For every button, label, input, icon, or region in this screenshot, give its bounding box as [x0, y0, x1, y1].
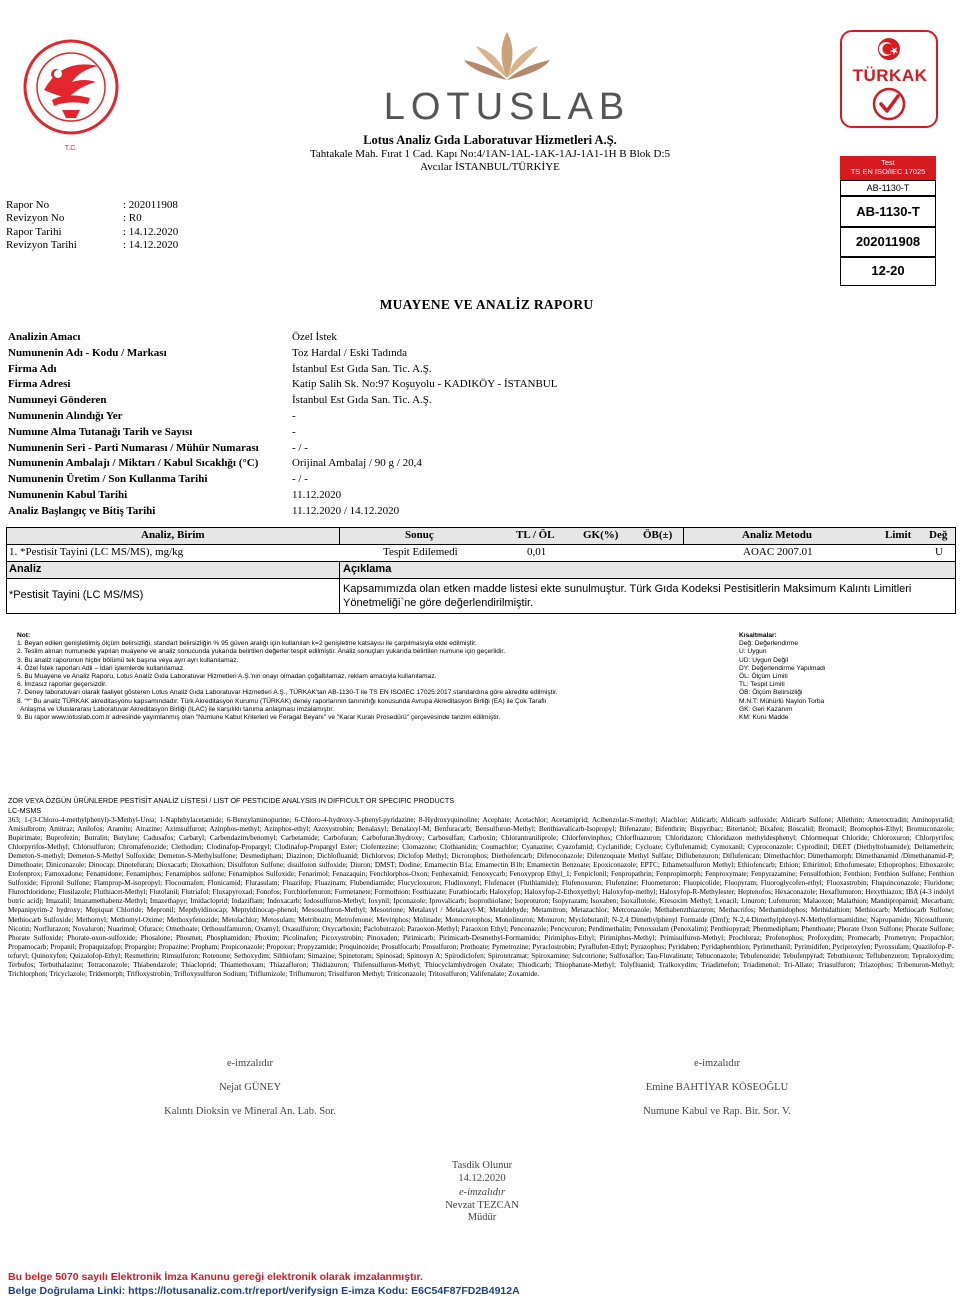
- approval-text: Tasdik Olunur: [451, 1160, 513, 1171]
- meta-value: : 14.12.2020: [123, 238, 179, 251]
- results-header: [7, 528, 955, 545]
- header-sonuc: Sonuç: [405, 529, 434, 541]
- abbreviation-item: DY: Değerlendirme Yapılmadı: [739, 664, 826, 672]
- meta-row: [6, 226, 178, 239]
- meta-label: Revizyon Tarihi: [6, 238, 77, 251]
- turkak-report-no: 202011908: [840, 226, 936, 258]
- field-value: İstanbul Est Gıda San. Tic. A.Ş.: [292, 394, 432, 407]
- cell-deg: U: [935, 546, 943, 558]
- field-value: Orijinal Ambalaj / 90 g / 20,4: [292, 457, 422, 470]
- report-title: MUAYENE VE ANALİZ RAPORU: [379, 297, 594, 312]
- field-label: Firma Adresi: [8, 378, 71, 391]
- turkak-logo-frame: [840, 30, 938, 128]
- turkak-standard: TS EN ISO/IEC 17025: [850, 167, 926, 176]
- field-label: Numunenin Seri - Parti Numarası / Mühür Numarası: [8, 441, 259, 454]
- signature-label: e-imzalıdır: [693, 1058, 741, 1069]
- field-label: Analiz Başlangıç ve Bitiş Tarihi: [8, 504, 156, 517]
- meta-value: : 14.12.2020: [123, 225, 179, 238]
- divider: [339, 562, 340, 578]
- approval-date: 14.12.2020: [458, 1172, 506, 1184]
- divider: [339, 579, 340, 613]
- ministry-seal-logo: [22, 38, 120, 158]
- abbreviations: [739, 632, 939, 722]
- abbreviations-title: Kısaltmalar:: [739, 632, 777, 639]
- note-item: 2. Teslim alınan numunede yapılan muayene ve analiz sonucunda yukarıda belirtilen değerler tespit edilmiştir. Analiz sonuçları yukarıda belirtilen numune için geçerlidir.: [17, 648, 506, 656]
- signature-left: [150, 1058, 350, 1117]
- notes-title: Not:: [17, 632, 31, 639]
- field-label: Numunenin Üretim / Son Kullanma Tarihi: [8, 473, 208, 486]
- header-tl: TL / ÖL: [516, 529, 555, 541]
- aciklama-line-2: Yönetmeliği`ne göre değerlendirilmiştir.: [343, 597, 534, 609]
- meta-label: Rapor No: [6, 199, 50, 211]
- field-value: 11.12.2020: [292, 488, 342, 501]
- cell-analiz: 1. *Pestisit Tayini (LC MS/MS), mg/kg: [9, 546, 184, 558]
- abbreviation-item: GK: Geri Kazanım: [739, 705, 793, 713]
- field-value: -: [292, 425, 296, 438]
- note-item: 6. İmzasız raporlar geçersizdir.: [17, 681, 107, 689]
- field-label: Numunenin Kabul Tarihi: [8, 488, 128, 501]
- notes: [17, 632, 697, 722]
- field-value: - / -: [292, 441, 308, 454]
- field-label: Numuneyi Gönderen: [8, 394, 107, 407]
- note-item: 1. Beyan edilen genişletilmiş ölçüm belirsizliği, standart belirsizliğin % 95 güven aralığı için kullanılan k=2 genişletme katsayısı ile çarpılmasıyla elde edilmiştir.: [17, 640, 477, 648]
- header-explain-analiz: Analiz: [9, 563, 42, 575]
- e-signature-notice: Bu belge 5070 sayılı Elektronik İmza Kanunu gereği elektronik olarak imzalanmıştır.: [8, 1271, 423, 1283]
- field-label: Numunenin Alındığı Yer: [8, 409, 123, 422]
- abbreviation-item: M.N.T: Mühürlü Naylon Torba: [739, 697, 825, 705]
- meta-label: Revizyon No: [6, 212, 65, 225]
- signature-label: e-imzalıdır: [226, 1058, 274, 1069]
- header-metod: Analiz Metodu: [742, 529, 812, 541]
- signature-center: [382, 1160, 582, 1225]
- cell-metod: AOAC 2007.01: [743, 546, 813, 558]
- field-value: -: [292, 409, 296, 422]
- svg-text:T.C.: T.C.: [64, 145, 78, 152]
- address-line-2: Avcılar İSTANBUL/TÜRKİYE: [420, 161, 560, 173]
- note-item: Anlaşma ve Uluslararası Laboratuvar Akreditasyon Birliği (ILAC) ile karşılıklı tanıma anlaşması imzalamıştır.: [20, 705, 335, 713]
- abbreviation-item: ÖB: Ölçüm Belirsizliği: [739, 689, 803, 697]
- logo-text: LOTUSLAB: [383, 86, 631, 128]
- field-value: Toz Hardal / Eski Tadında: [292, 346, 407, 359]
- field-value: 11.12.2020 / 14.12.2020: [292, 504, 400, 517]
- turkak-test-line: Test: [881, 158, 895, 167]
- turkak-code-small: AB-1130-T: [840, 180, 936, 196]
- header-deg: Değ: [929, 529, 948, 541]
- aciklama-line-1: Kapsamımızda olan etken madde listesi ekte sunulmuştur. Türk Gıda Kodeksi Pestisitlerin Maksimum Kalıntı Limitleri: [343, 583, 912, 595]
- divider: [339, 528, 340, 544]
- explanation-row: [7, 579, 955, 613]
- note-item: 4. Özel İstek raporları Adli – İdari işlemlerde kullanılamaz.: [17, 664, 185, 672]
- signer-name: Nevzat TEZCAN: [445, 1199, 519, 1211]
- meta-row: [6, 212, 178, 225]
- meta-label: Rapor Tarihi: [6, 225, 62, 238]
- meta-value: : R0: [123, 212, 142, 225]
- signer-title: Kalıntı Dioksin ve Mineral An. Lab. Sor.: [164, 1106, 336, 1117]
- turkak-accreditation-no: AB-1130-T: [840, 196, 936, 228]
- results-row: [7, 545, 955, 562]
- cell-tl: 0,01: [527, 546, 547, 558]
- company-name: Lotus Analiz Gıda Laboratuvar Hizmetleri A.Ş.: [363, 133, 617, 147]
- field-value: Özel İstek: [292, 331, 337, 343]
- field-value: - / -: [292, 473, 308, 486]
- meta-row: [6, 239, 178, 252]
- signer-title: Müdür: [467, 1212, 497, 1223]
- abbreviation-item: ÖL: Ölçüm Limiti: [739, 673, 788, 681]
- explanation-header: [7, 562, 955, 579]
- turkak-accreditation-badge: [840, 30, 936, 284]
- header-ob: ÖB(±): [643, 529, 673, 541]
- turkak-standard-banner: [840, 156, 936, 180]
- cell-sonuc: Tespit Edilemedi: [383, 546, 458, 558]
- lotuslab-logo: [372, 28, 642, 128]
- note-item: 3. Bu analiz raporunun hiçbir bölümü tek başına veya ayrı ayrı kullanılamaz.: [17, 656, 239, 664]
- signer-title: Numune Kabul ve Rap. Bir. Sor. V.: [643, 1106, 791, 1117]
- signature-right: [612, 1058, 822, 1117]
- abbreviation-item: KM: Kuru Madde: [739, 714, 789, 722]
- report-meta: [6, 199, 178, 252]
- pesticide-list-subtitle: LC-MSMS: [8, 806, 42, 815]
- meta-value: : 202011908: [123, 199, 178, 211]
- field-value: İstanbul Est Gıda San. Tic. A.Ş.: [292, 362, 432, 375]
- field-label: Firma Adı: [8, 362, 57, 375]
- cell-explain-analiz: *Pestisit Tayini (LC MS/MS): [9, 589, 144, 601]
- signature-label: e-imzalıdır: [458, 1187, 506, 1198]
- verification-link[interactable]: Belge Doğrulama Linki: https://lotusanaliz.com.tr/report/verifysign E-imza Kodu: E6C54F87FD2B4912A: [8, 1285, 520, 1297]
- header-aciklama: Açıklama: [343, 563, 392, 575]
- turkak-brand: TÜRKAK: [852, 66, 928, 85]
- cell-aciklama: [343, 582, 911, 610]
- divider: [683, 528, 684, 544]
- pesticide-list-text: 363; 1-(3-Chloro-4-methylphenyl)-3-Methyl-Urea; 1-Naphthylacetamide; 6-Benzylaminopurine; 6-Chloro-4-hydroxy-3-phenyl-pyridazine; 8-Hydroxyquinoline; Acephate; Acetachlor; Acetamiprid; Acibenzolar-S-methyl; Alachlor; Aldicarb; Aldicarb sulfoxide; Aldicarb Sulfone; Allethrin; Ametoctradin; Aminopyralid; Amisulbrom; Amitraz; Anilofos; Aramite; Atrazine; Azimsulfuron; Azinphos-methyl; Azinphos-ethyl; Azoxystrobin; Benalaxyl; Benalaxyl-M; Benfuracarb; Bensulfuron-Methyl; Benthiavalicarb-Isopropyl; Bifenazate; Bifenthrin; Bispyribac; Bitertanol; Bixafen; Boscalid; Bromacil; Bromophos-Ethyl; Bromuconazole; Bupirimate; Buprofezin; Butralin; Butylate; Cadusafos; Carbaryl; Carbendazim/benomyl; Carbetamide; Carbofuran; Carbofuran3hydroxy; Carbosulfan; Carboxin; Chlorantraniliprole; Chlorfenvinphos; Chlorfluazuron; Chloridazon; Chloridazon methyldesphenyl; Chlormequat Chloride; Chloroxuron; Chlorpyrifos; Chlorpyrifos-Methyl; Chlorsulfuron; Chromafenozide; Clethodim; Clodinafop-Propargyl; Clodinafop-Propargyl Ester; Clofentezine; Clomazone; Clothianidin; Coumachlor; Cyanazine; Cyazofamid; Cyclanilide; Cycloate; Cyflufenamid; Cymoxanil; Cyproconazole; Cyprodinil; DEET (Diethyltoluamide); Deltamethrin; Demeton-S-methyl; Demeton-S-Methyl Sulfoxide; Demeton-S-Methylsulfone; Desmedipham; Diazinon; Dichlofluanid; Dichlorvos; Diclofop Methyl; Dicrotophos; Diethofencarb; Difenoconazole; Difenzoquate Methyl Sulfate; Diflubenzuron; Diflufenican; Dimethachlor; Dimethamorph; Dimethanamid /Dimethanamid-P; Dimethoate; Diniconazole; Dinocap; Dinotefuran; Dioxacarb; Dioxathion; Disulfoton Sulfone; disulfoton sulfoxide; Diuron; DMST; Dodine; Emamectin B1a; Emamectin B1b; Emamectin Benzoate; Epoxiconazole; EPTC; Ethametsulfuron Methyl; Ethiofencarb; Ethion; Ethirimol; Ethofumesate; Ethoprophos; Ethoxazole; Etofenprox; Famoxadone; Fenamidone; Fenamiphos; Fenamiphos sulfone; Fenamiphos Sulfoxide; Fenarimol; Fenazaquin; Fenchlorphos-Oxon; Fenhexamid; Fenoxycarb; Fenoxyprop Ethyl_1; Fenpiclonil; Fenpropathrin; Fenpropimorph; Fenproxymate; Fenpyrazamine; Fensulfothion; Fenthion; Fenthion Sulfone; Fenthion Sulfoxide; Fipronil Sulfone; Flamprop-M-isopropyl; Flocoumafen; Flonicamid; Flurasulam; Fluazifop; Fluazinam; Flubendiamide; Flucycloxuron; Fludioxonyl; Flufenacet (Fluthiamide); Flufenoxuron; Flufenzine; Fluometuron; Fluopicolide; Fluopyram; Fluoroglycofen-ethyl; Fluoxastrobin; Fluquinconazole; Fluridone; Flurochloridone; Flusilazole; Fluthiacet-Methyl; Flutolanil; Flutriafol; Fluxapyroxad; Fonofos; Forchlorfenuron; Formetanete; Formothion; Fosthiazate; Furathiocarb; Haloxyfop; Haloxyfop-2-Ethoxyethyl; Haloxyfop-methyl; Haloxyfop-R-Methylester; Heptenofos; Hexaconazole; Hexaflumuron; Hexythiazox; IBA (4-3 indolyl butric acid); Imazalil; Imazamethabenz-Methyl; Imazethapyr; Imidacloprid; Indaziflam; Indoxacarb; Iodosulfuron-Methyl; Ioxynil; Ipconazole; Iprovalicarb; Isoprothiolane; Isoproturon; Isopyrazam; Isoxaben; Isoxaflutole; Kresoxim Methyl; Lenacil; Linuron; Lufenuron; Malaoxon; Malathion; Mandipropamid; Mecarbam; Mepanipyrim-2 hydroxy; Mepiquat Chloride; Mepronil; Mepthyldinocap; Meptyldinocap-phenol; Mesosulfuron-Methyl; Mesotrione; Metalaxyl / Metalaxyl-M; Metaldehyde; Metamitron; Metazachlor; Metconazole; Methabenzthiazuron; Methacrifos; Methamidophos; Methidathion; Methiocarb; Methiocarb Sulfone; Methiocarb Sulfoxide; Methomyl; Methomyl-Oxime; Methoxyfenozide; Metolachlor; Metosulam; Metribuzin; Metrofenone; Mevinphos; Molinade; Monocrotophos; Monolinuron; Monuron; Myclobutanil; N-2,4 Dimethylphenyl Formaide (Dmf); N-2,4-Dimethylphenyl-N-Methylformamidine; Napropamide; Nicosulfuron; Nicotin; Norflurazon; Novaluron; Nuarimol; Ofurace; Omethoate; Orthosulfamuron; Oxamyl; Oxasulfuron; Oxycarboxin; Paclobutrazol; Paraoxon-Methyl; Paraoxon Ethyl; Penconazole; Pencycuron; Pendimethalin; Penoxsulam (Penoxalim); Penthiopyrad; Phenmedipham; Phenthoate; Phorate Oxon Sulfone; Phorate Sulfone; Phorate Sulfoxide; Phorate-oxon-sulfoxide; Phosalone; Phosmet; Phosphamidon; Phoxim; Picolinafen; Picoxystrobin; Pinoxaden; Pirimicarb; Pirimicarb-Desmethyl-Formamido; Pirimiphos-Ethyl; Pirimiphos-Methyl; Primisulfuron-Methyl; Prochloraz; Profenophos; Profoxydim; Promecarb; Prometryn; Propachlor; Propamocarb; Propanil; Propaquizafop; Propargite; Propazine; Propham; Propiconazole; Propoxur; Propyzamide; Proquinozide; Prosulfocarb; Prosulfuron; Prothoate; Pymetrozine; Pyraclostrobin; Pyraflufen-Ethyl; Pyrazophos; Pyridaben; Pyridaphenthion; Pyrimethanil; Pyrimidifen; Pyriproxyfen; Pyroxsulam; Quazilofop-P-tefuryl; Quinoxyfen; Quizalofop-Ethyl; Resmethrin; Rimsulfuron; Rotenone; Sethoxydim; Silthiofam; Simazine; Spinetoram; Spinosad; Spinosyn A; Spirodiclofen; Spirotetramat; Spiroxamine; Sulcotrione; Sulfoxaflor; Tau-Fluvalinate; Tebuconazole; Tebufenozide; Tebufenpyrad; Tebuthiuron; Teflubenzuron; Tepraloxydim; Terbufos; Terbuthalazine; Tetraconazole; Thiabendazole; Thiacloprid; Thiamethoxam; Thiazafluron; Thidiazuron; Thifensulfuron-Methyl; Thiocyclamhydrogen Oxalate; Thiodicarb; Thiophanate-Methyl; Tolyfluanid; Tralkoxydim; Triadimefon; Triadimenol; Tri-Allate; Triasulfuron; Triazophos; Tribenuron-Methyl; Trichlorphon; Tricyclazole; Tridemorph; Trifloxystrobin; Trifloxysulfuron Sodium; Triflumizole; Triflumuron; Trisulfuron Methyl; Triticonazole; Tritosulfuron; Valifenalate; Zoxamide.: [8, 816, 954, 978]
- address-line-1: Tahtakale Mah. Fırat 1 Cad. Kapı No:4/1AN-1AL-1AK-1AJ-1A1-1H B Blok D:5: [309, 148, 671, 160]
- note-item: 8. "*" Bu analiz TÜRKAK akreditasyonu kapsamındadır. Türk Akreditasyon Kurumu (TÜRKAK) deney raporlarının tanınırlığı konusunda Avrupa Akreditasyon Birliği (EA) ile Çok Taraflı: [17, 697, 547, 705]
- header-gk: GK(%): [583, 529, 619, 541]
- field-label: Numunenin Adı - Kodu / Markası: [8, 346, 167, 359]
- note-item: 7. Deney laboratuvarı olarak faaliyet gösteren Lotus Analiz Gıda Laboratuvar Hizmetleri A.Ş., TÜRKAK'tan AB-1130-T ile TS EN ISO/IEC 17025:2017 standardına göre akredite edilmiştir.: [17, 689, 558, 697]
- results-table: [6, 527, 956, 614]
- meta-row: [6, 199, 178, 212]
- abbreviation-item: UD: Uygun Değil: [739, 656, 789, 664]
- note-item: 9. Bu rapor www.lotuslab.com.tr adresinde yayımlanmış olan "Numune Kabul Kriterleri ve Feragat Beyanı" ve "Karar Kuralı Prosedürü" çerçevesinde tanzim edilmiştir.: [17, 714, 501, 722]
- field-label: Numune Alma Tutanağı Tarih ve Sayısı: [8, 425, 193, 438]
- header-analiz: Analiz, Birim: [141, 529, 205, 541]
- field-value: Katip Salih Sk. No:97 Koşuyolu - KADIKÖY - İSTANBUL: [292, 378, 558, 391]
- signer-name: Nejat GÜNEY: [218, 1082, 282, 1093]
- pesticide-list-title: ZOR VEYA ÖZGÜN ÜRÜNLERDE PESTİSİT ANALİZ LİSTESİ / LIST OF PESTICIDE ANALYSIS IN DIFFICULT OR SPECIFIC PRODUCTS: [8, 796, 455, 805]
- header-limit: Limit: [885, 529, 912, 541]
- field-label: Analizin Amacı: [8, 331, 81, 343]
- field-label: Numunenin Ambalajı / Miktarı / Kabul Sıcaklığı (°C): [8, 457, 259, 470]
- abbreviation-item: U: Uygun: [739, 648, 767, 656]
- turkak-date-code: 12-20: [840, 256, 936, 286]
- signer-name: Emine BAHTİYAR KÖSEOĞLU: [645, 1082, 789, 1093]
- company-address: [250, 148, 730, 174]
- note-item: 5. Bu Muayene ve Analiz Raporu, Lotus Analiz Gıda Laboratuvar Hizmetleri A.Ş.'nin onayı olmadan çoğaltılamaz, reklam amacıyla kullanılamaz.: [17, 673, 437, 681]
- abbreviation-item: Değ: Değerlendirme: [739, 640, 799, 648]
- abbreviation-item: TL: Tespit Limiti: [739, 681, 785, 689]
